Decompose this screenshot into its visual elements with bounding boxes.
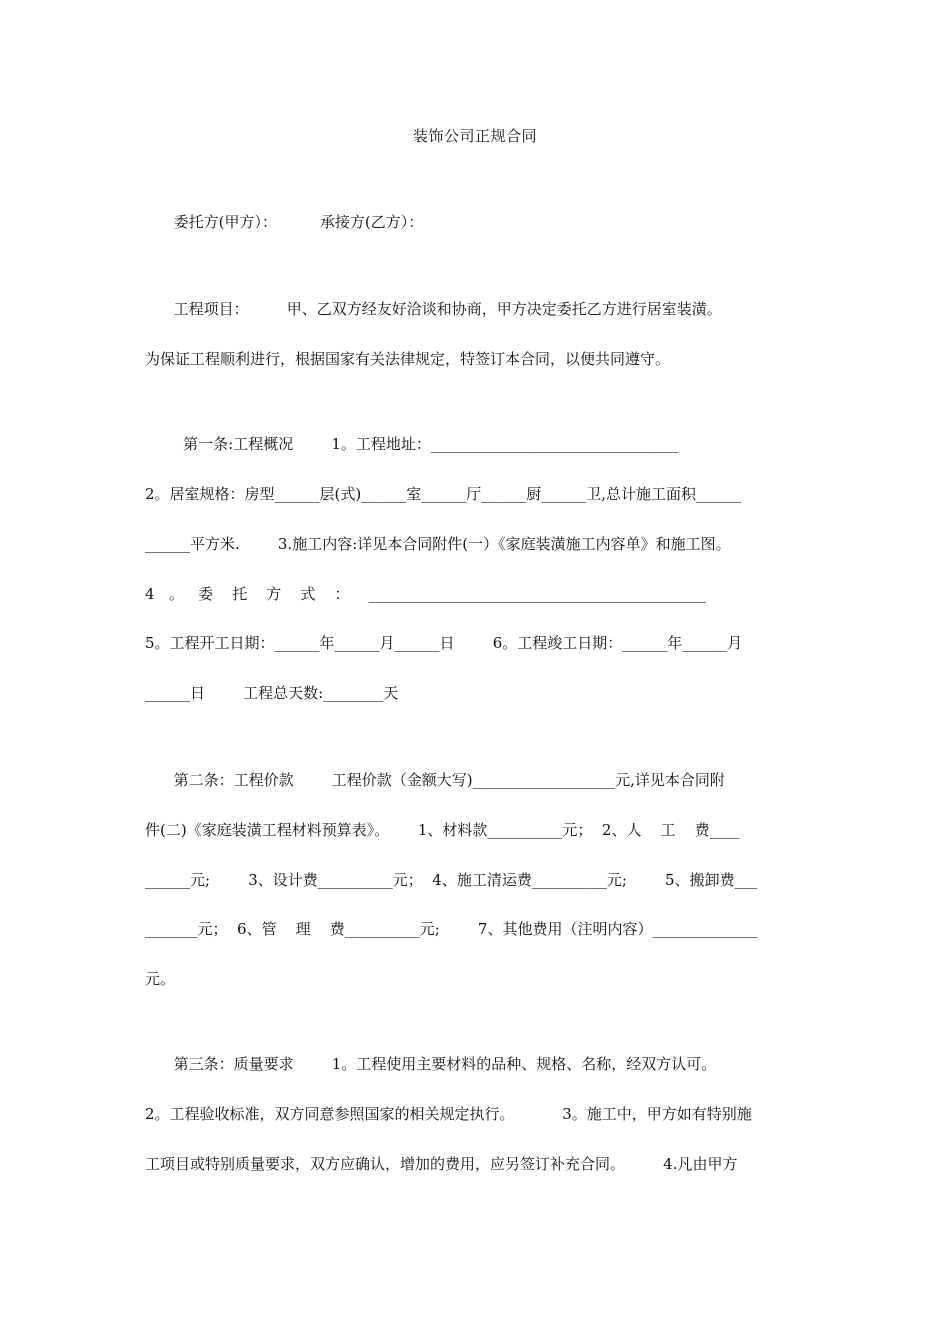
article-3-line-3: 工项目或特别质量要求，双方应确认，增加的费用，应另签订补充合同。 4.凡由甲方 [145,1155,738,1173]
article-1-line-1: 第一条:工程概况 1。工程地址：_________________________________ [145,435,679,453]
article-1-line-6: ______日 工程总天数:________天 [145,684,399,702]
article-2-line-3: ______元; 3、设计费__________元； 4、施工清运费__________元; 5、搬卸费___ [145,871,758,889]
document-title: 装饰公司正规合同 [412,127,537,145]
article-2-line-4: _______元； 6、管 理 费__________元; 7、其他费用（注明内容）______________ [145,920,758,938]
project-line-1: 工程项目： 甲、乙双方经友好洽谈和协商，甲方决定委托乙方进行居室装潢。 [145,300,722,318]
article-2-line-1: 第二条：工程价款 工程价款（金额大写)___________________元,详见本合同附 [145,771,725,789]
article-1-line-3: ______平方米. 3.施工内容:详见本合同附件(一）《家庭装潢施工内容单》和施工图。 [145,535,731,553]
parties-line: 委托方(甲方）： 承接方(乙方）： [145,213,424,231]
article-3-line-2: 2。工程验收标准，双方同意参照国家的相关规定执行。 3。施工中，甲方如有特别施 [145,1105,752,1123]
article-1-line-2: 2。居室规格：房型______层(式)______室______厅______厨______卫,总计施工面积______ [145,485,742,503]
article-1-line-4: 4 。 委 托 方 式 ： _____________________________________________ [145,585,707,603]
article-2-line-2: 件(二)《家庭装潢工程材料预算表》。 1、材料款__________元； 2、人 工 费____ [145,821,740,839]
article-3-line-1: 第三条：质量要求 1。工程使用主要材料的品种、规格、名称，经双方认可。 [145,1055,717,1073]
article-2-line-5: 元。 [145,970,176,988]
article-1-line-5: 5。工程开工日期：______年______月______日 6。工程竣工日期：______年______月 [145,634,743,652]
project-line-2: 为保证工程顺利进行，根据国家有关法律规定，特签订本合同，以便共同遵守。 [145,350,671,368]
